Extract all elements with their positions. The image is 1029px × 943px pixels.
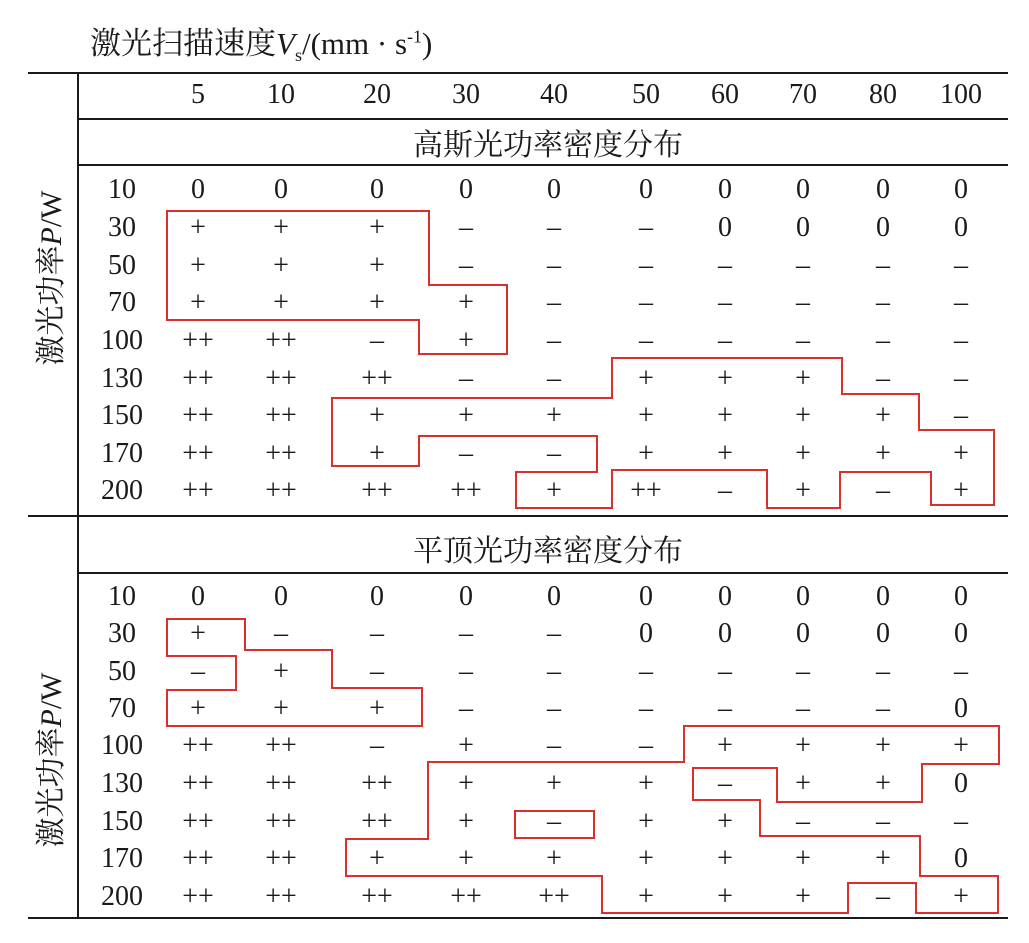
flattop-result-cell: + — [638, 768, 654, 799]
flattop-result-cell: – — [547, 730, 561, 761]
gaussian-result-cell: 0 — [274, 174, 288, 205]
flattop-result-cell: 0 — [370, 581, 384, 612]
flattop-result-cell: + — [795, 881, 811, 912]
gaussian-result-cell: ++ — [265, 400, 297, 431]
flattop-result-cell: ++ — [265, 881, 297, 912]
flattop-result-cell: 0 — [954, 618, 968, 649]
power-axis-label-flattop: 激光功率P/W — [35, 672, 68, 848]
gaussian-result-cell: – — [954, 325, 968, 356]
gaussian-result-cell: – — [796, 287, 810, 318]
gaussian-result-cell: 0 — [191, 174, 205, 205]
gaussian-result-cell: – — [954, 363, 968, 394]
flattop-result-cell: – — [796, 806, 810, 837]
gaussian-result-cell: ++ — [182, 475, 214, 506]
gaussian-result-cell: 0 — [718, 212, 732, 243]
gaussian-section-title: 高斯光功率密度分布 — [413, 129, 683, 162]
flattop-result-cell: + — [875, 730, 891, 761]
gaussian-result-cell: – — [954, 400, 968, 431]
gaussian-region-outline-2 — [332, 358, 994, 508]
speed-header-cell: 100 — [940, 79, 982, 110]
flattop-result-cell: 0 — [796, 618, 810, 649]
gaussian-result-cell: – — [718, 325, 732, 356]
flattop-result-cell: + — [638, 843, 654, 874]
gaussian-result-cell: – — [639, 212, 653, 243]
flattop-result-cell: – — [370, 730, 384, 761]
speed-header-cell: 40 — [540, 79, 568, 110]
speed-header-cell: 80 — [869, 79, 897, 110]
flattop-result-cell: + — [190, 693, 206, 724]
gaussian-result-cell: 0 — [718, 174, 732, 205]
flattop-result-cell: ++ — [361, 881, 393, 912]
gaussian-result-cell: 0 — [639, 174, 653, 205]
flattop-result-cell: – — [547, 618, 561, 649]
flattop-section-title: 平顶光功率密度分布 — [413, 535, 683, 568]
gaussian-result-cell: + — [953, 438, 969, 469]
flattop-result-cell: – — [547, 693, 561, 724]
flattop-result-cell: + — [717, 881, 733, 912]
gaussian-result-cell: – — [459, 250, 473, 281]
flattop-result-cell: ++ — [265, 768, 297, 799]
flattop-result-cell: – — [718, 656, 732, 687]
flattop-region-outline-1 — [167, 619, 422, 726]
gaussian-result-cell: + — [369, 400, 385, 431]
flattop-result-cell: ++ — [182, 881, 214, 912]
gaussian-result-cell: – — [876, 250, 890, 281]
gaussian-result-cell: + — [273, 250, 289, 281]
gaussian-result-cell: + — [546, 400, 562, 431]
flattop-result-cell: 0 — [954, 768, 968, 799]
speed-header-cell: 20 — [363, 79, 391, 110]
gaussian-result-cell: + — [458, 287, 474, 318]
gaussian-result-cell: + — [795, 400, 811, 431]
gaussian-result-cell: – — [954, 250, 968, 281]
flattop-result-cell: 0 — [876, 618, 890, 649]
flattop-result-cell: + — [190, 618, 206, 649]
flattop-result-cell: – — [459, 656, 473, 687]
gaussian-result-cell: – — [718, 287, 732, 318]
gaussian-result-cell: – — [639, 325, 653, 356]
gaussian-result-cell: – — [796, 250, 810, 281]
gaussian-result-cell: – — [718, 250, 732, 281]
flattop-result-cell: + — [717, 730, 733, 761]
gaussian-power-cell: 30 — [108, 212, 136, 243]
flattop-result-cell: ++ — [538, 881, 570, 912]
flattop-result-cell: – — [547, 806, 561, 837]
flattop-result-cell: – — [459, 618, 473, 649]
speed-header-cell: 5 — [191, 79, 205, 110]
gaussian-power-cell: 150 — [101, 400, 143, 431]
flattop-power-cell: 50 — [108, 656, 136, 687]
flattop-result-cell: + — [273, 656, 289, 687]
gaussian-result-cell: + — [795, 363, 811, 394]
flattop-result-cell: + — [795, 843, 811, 874]
flattop-power-cell: 130 — [101, 768, 143, 799]
gaussian-result-cell: 0 — [547, 174, 561, 205]
gaussian-result-cell: + — [953, 475, 969, 506]
flattop-result-cell: 0 — [191, 581, 205, 612]
flattop-result-cell: – — [876, 656, 890, 687]
flattop-result-cell: + — [795, 768, 811, 799]
flattop-power-cell: 100 — [101, 730, 143, 761]
gaussian-result-cell: ++ — [630, 475, 662, 506]
flattop-result-cell: 0 — [954, 693, 968, 724]
gaussian-result-cell: + — [190, 250, 206, 281]
gaussian-result-cell: – — [547, 287, 561, 318]
gaussian-result-cell: + — [638, 438, 654, 469]
gaussian-result-cell: – — [370, 325, 384, 356]
flattop-result-cell: – — [954, 656, 968, 687]
flattop-result-cell: – — [876, 693, 890, 724]
speed-header-cell: 30 — [452, 79, 480, 110]
gaussian-power-cell: 130 — [101, 363, 143, 394]
flattop-result-cell: + — [458, 730, 474, 761]
gaussian-region-outline-1 — [167, 211, 507, 354]
gaussian-result-cell: ++ — [361, 363, 393, 394]
flattop-result-cell: – — [796, 693, 810, 724]
flattop-result-cell: 0 — [639, 581, 653, 612]
gaussian-power-cell: 200 — [101, 475, 143, 506]
flattop-result-cell: + — [875, 768, 891, 799]
flattop-power-cell: 10 — [108, 581, 136, 612]
gaussian-result-cell: – — [876, 475, 890, 506]
flattop-result-cell: – — [954, 806, 968, 837]
gaussian-result-cell: ++ — [182, 400, 214, 431]
flattop-result-cell: ++ — [182, 843, 214, 874]
flattop-result-cell: – — [370, 656, 384, 687]
flattop-power-cell: 200 — [101, 881, 143, 912]
gaussian-result-cell: + — [795, 475, 811, 506]
flattop-result-cell: ++ — [182, 806, 214, 837]
flattop-result-cell: – — [718, 693, 732, 724]
flattop-result-cell: – — [796, 656, 810, 687]
gaussian-result-cell: 0 — [876, 212, 890, 243]
gaussian-result-cell: – — [718, 475, 732, 506]
flattop-result-cell: + — [953, 881, 969, 912]
gaussian-result-cell: – — [459, 212, 473, 243]
flattop-region-outline-3 — [515, 811, 594, 838]
speed-header-cell: 60 — [711, 79, 739, 110]
gaussian-result-cell: – — [547, 363, 561, 394]
gaussian-power-cell: 50 — [108, 250, 136, 281]
speed-axis-title: 激光扫描速度$V_s/(mm \cdot s^{-1})$ — [90, 26, 433, 66]
flattop-result-cell: 0 — [954, 581, 968, 612]
gaussian-result-cell: – — [876, 325, 890, 356]
flattop-result-cell: + — [369, 843, 385, 874]
gaussian-power-cell: 100 — [101, 325, 143, 356]
speed-header-cell: 50 — [632, 79, 660, 110]
flattop-result-cell: + — [638, 806, 654, 837]
flattop-result-cell: + — [953, 730, 969, 761]
flattop-result-cell: – — [718, 768, 732, 799]
gaussian-result-cell: 0 — [954, 212, 968, 243]
flattop-result-cell: ++ — [361, 806, 393, 837]
gaussian-power-cell: 170 — [101, 438, 143, 469]
gaussian-result-cell: – — [459, 438, 473, 469]
flattop-result-cell: 0 — [718, 618, 732, 649]
gaussian-result-cell: – — [547, 325, 561, 356]
gaussian-result-cell: – — [459, 363, 473, 394]
flattop-result-cell: – — [639, 656, 653, 687]
gaussian-result-cell: + — [369, 212, 385, 243]
flattop-result-cell: ++ — [182, 730, 214, 761]
flattop-result-cell: – — [370, 618, 384, 649]
gaussian-result-cell: 0 — [796, 174, 810, 205]
gaussian-result-cell: – — [547, 250, 561, 281]
gaussian-result-cell: 0 — [796, 212, 810, 243]
gaussian-result-cell: – — [876, 287, 890, 318]
flattop-result-cell: + — [369, 693, 385, 724]
flattop-result-cell: ++ — [361, 768, 393, 799]
flattop-result-cell: + — [458, 768, 474, 799]
flattop-result-cell: 0 — [459, 581, 473, 612]
gaussian-result-cell: ++ — [182, 363, 214, 394]
flattop-result-cell: + — [458, 806, 474, 837]
gaussian-result-cell: ++ — [182, 438, 214, 469]
gaussian-result-cell: + — [717, 400, 733, 431]
flattop-result-cell: + — [795, 730, 811, 761]
flattop-result-cell: 0 — [876, 581, 890, 612]
gaussian-result-cell: + — [875, 438, 891, 469]
flattop-result-cell: – — [191, 656, 205, 687]
flattop-result-cell: ++ — [450, 881, 482, 912]
flattop-result-cell: – — [876, 881, 890, 912]
flattop-result-cell: – — [639, 693, 653, 724]
gaussian-result-cell: + — [795, 438, 811, 469]
flattop-result-cell: + — [458, 843, 474, 874]
flattop-result-cell: 0 — [639, 618, 653, 649]
flattop-result-cell: – — [547, 656, 561, 687]
gaussian-result-cell: 0 — [459, 174, 473, 205]
speed-header-cell: 10 — [267, 79, 295, 110]
gaussian-result-cell: ++ — [361, 475, 393, 506]
gaussian-result-cell: – — [954, 287, 968, 318]
gaussian-result-cell: + — [458, 400, 474, 431]
gaussian-result-cell: + — [273, 287, 289, 318]
gaussian-result-cell: – — [639, 250, 653, 281]
speed-header-cell: 70 — [789, 79, 817, 110]
flattop-result-cell: 0 — [954, 843, 968, 874]
gaussian-result-cell: + — [190, 212, 206, 243]
gaussian-result-cell: – — [639, 287, 653, 318]
flattop-result-cell: 0 — [796, 581, 810, 612]
flattop-result-cell: ++ — [265, 806, 297, 837]
flattop-result-cell: 0 — [547, 581, 561, 612]
gaussian-result-cell: ++ — [182, 325, 214, 356]
gaussian-power-cell: 70 — [108, 287, 136, 318]
gaussian-result-cell: + — [717, 438, 733, 469]
flattop-result-cell: + — [273, 693, 289, 724]
flattop-result-cell: + — [717, 843, 733, 874]
gaussian-result-cell: + — [273, 212, 289, 243]
gaussian-result-cell: + — [875, 400, 891, 431]
flattop-power-cell: 70 — [108, 693, 136, 724]
flattop-result-cell: + — [546, 768, 562, 799]
gaussian-result-cell: + — [638, 363, 654, 394]
gaussian-result-cell: – — [547, 212, 561, 243]
flattop-result-cell: ++ — [265, 730, 297, 761]
flattop-result-cell: – — [274, 618, 288, 649]
flattop-result-cell: – — [876, 806, 890, 837]
gaussian-result-cell: + — [369, 438, 385, 469]
flattop-result-cell: – — [639, 730, 653, 761]
flattop-result-cell: + — [546, 843, 562, 874]
flattop-result-cell: ++ — [182, 768, 214, 799]
gaussian-result-cell: – — [547, 438, 561, 469]
flattop-result-cell: ++ — [265, 843, 297, 874]
flattop-power-cell: 30 — [108, 618, 136, 649]
flattop-result-cell: + — [717, 806, 733, 837]
gaussian-result-cell: 0 — [954, 174, 968, 205]
gaussian-result-cell: + — [369, 250, 385, 281]
power-axis-label-gaussian: 激光功率P/W — [35, 190, 68, 366]
flattop-region-outline-2 — [346, 726, 999, 913]
gaussian-result-cell: ++ — [265, 475, 297, 506]
flattop-result-cell: 0 — [718, 581, 732, 612]
gaussian-result-cell: + — [717, 363, 733, 394]
gaussian-result-cell: + — [190, 287, 206, 318]
gaussian-result-cell: 0 — [370, 174, 384, 205]
gaussian-result-cell: ++ — [265, 438, 297, 469]
gaussian-result-cell: – — [796, 325, 810, 356]
gaussian-result-cell: + — [638, 400, 654, 431]
gaussian-result-cell: + — [369, 287, 385, 318]
flattop-power-cell: 150 — [101, 806, 143, 837]
gaussian-result-cell: + — [458, 325, 474, 356]
gaussian-result-cell: – — [876, 363, 890, 394]
gaussian-result-cell: ++ — [265, 325, 297, 356]
gaussian-power-cell: 10 — [108, 174, 136, 205]
gaussian-result-cell: ++ — [450, 475, 482, 506]
flattop-power-cell: 170 — [101, 843, 143, 874]
gaussian-result-cell: ++ — [265, 363, 297, 394]
flattop-result-cell: – — [459, 693, 473, 724]
flattop-result-cell: + — [875, 843, 891, 874]
gaussian-result-cell: + — [546, 475, 562, 506]
gaussian-result-cell: 0 — [876, 174, 890, 205]
flattop-result-cell: + — [638, 881, 654, 912]
flattop-result-cell: 0 — [274, 581, 288, 612]
